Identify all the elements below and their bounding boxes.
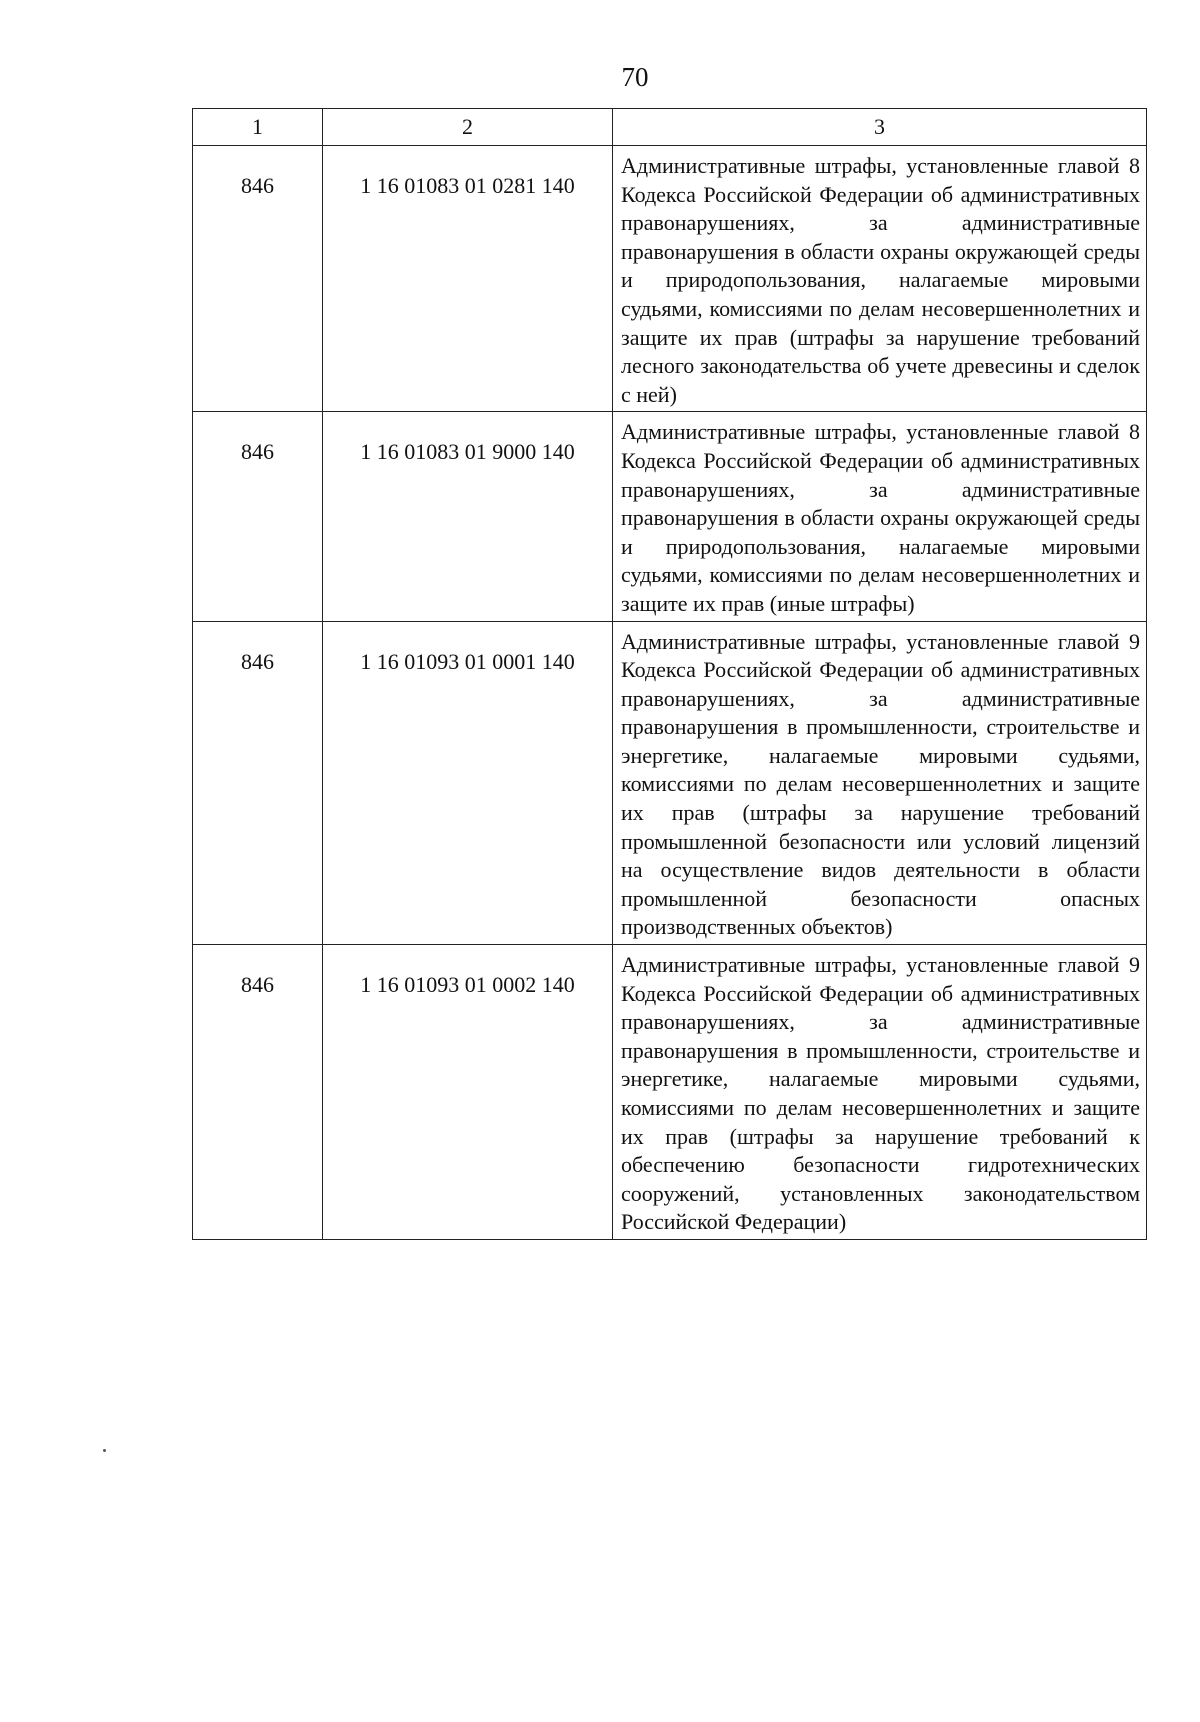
page-number: 70 xyxy=(621,62,649,92)
budget-code-table xyxy=(192,108,1147,1240)
description-cell: Административные штрафы, установленные главой 8 Кодекса Российской Федерации об административных правонарушениях, за административные правонарушения в области охраны окружающей среды и природопользования, налагаемые мировыми судьями, комиссиями по делам несовершеннолетних и защите их прав (иные штрафы) xyxy=(613,412,1147,621)
table-header-row xyxy=(193,109,1147,146)
admin-code-cell: 846 xyxy=(193,945,323,1240)
table-row xyxy=(193,412,1147,621)
budget-code-cell: 1 16 01093 01 0001 140 xyxy=(323,621,613,945)
table-row xyxy=(193,945,1147,1240)
admin-code-cell: 846 xyxy=(193,146,323,412)
budget-code-cell: 1 16 01083 01 9000 140 xyxy=(323,412,613,621)
budget-code-cell: 1 16 01083 01 0281 140 xyxy=(323,146,613,412)
column-header-3: 3 xyxy=(613,109,1147,146)
scan-speck xyxy=(103,1449,106,1452)
admin-code-cell: 846 xyxy=(193,412,323,621)
column-header-1: 1 xyxy=(193,109,323,146)
table-row xyxy=(193,621,1147,945)
description-cell: Административные штрафы, установленные главой 9 Кодекса Российской Федерации об административных правонарушениях, за административные правонарушения в промышленности, строительстве и энергетике, налагаемые мировыми судьями, комиссиями по делам несовершеннолетних и защите их прав (штрафы за нарушение требований промышленной безопасности или условий лицензий на осуществление видов деятельности в области промышленной безопасности опасных производственных объектов) xyxy=(613,621,1147,945)
table-row xyxy=(193,146,1147,412)
description-cell: Административные штрафы, установленные главой 8 Кодекса Российской Федерации об административных правонарушениях, за административные правонарушения в области охраны окружающей среды и природопользования, налагаемые мировыми судьями, комиссиями по делам несовершеннолетних и защите их прав (штрафы за нарушение требований лесного законодательства об учете древесины и сделок с ней) xyxy=(613,146,1147,412)
budget-code-cell: 1 16 01093 01 0002 140 xyxy=(323,945,613,1240)
admin-code-cell: 846 xyxy=(193,621,323,945)
description-cell: Административные штрафы, установленные главой 9 Кодекса Российской Федерации об административных правонарушениях, за административные правонарушения в промышленности, строительстве и энергетике, налагаемые мировыми судьями, комиссиями по делам несовершеннолетних и защите их прав (штрафы за нарушение требований к обеспечению безопасности гидротехнических сооружений, установленных законодательством Российской Федерации) xyxy=(613,945,1147,1240)
column-header-2: 2 xyxy=(323,109,613,146)
